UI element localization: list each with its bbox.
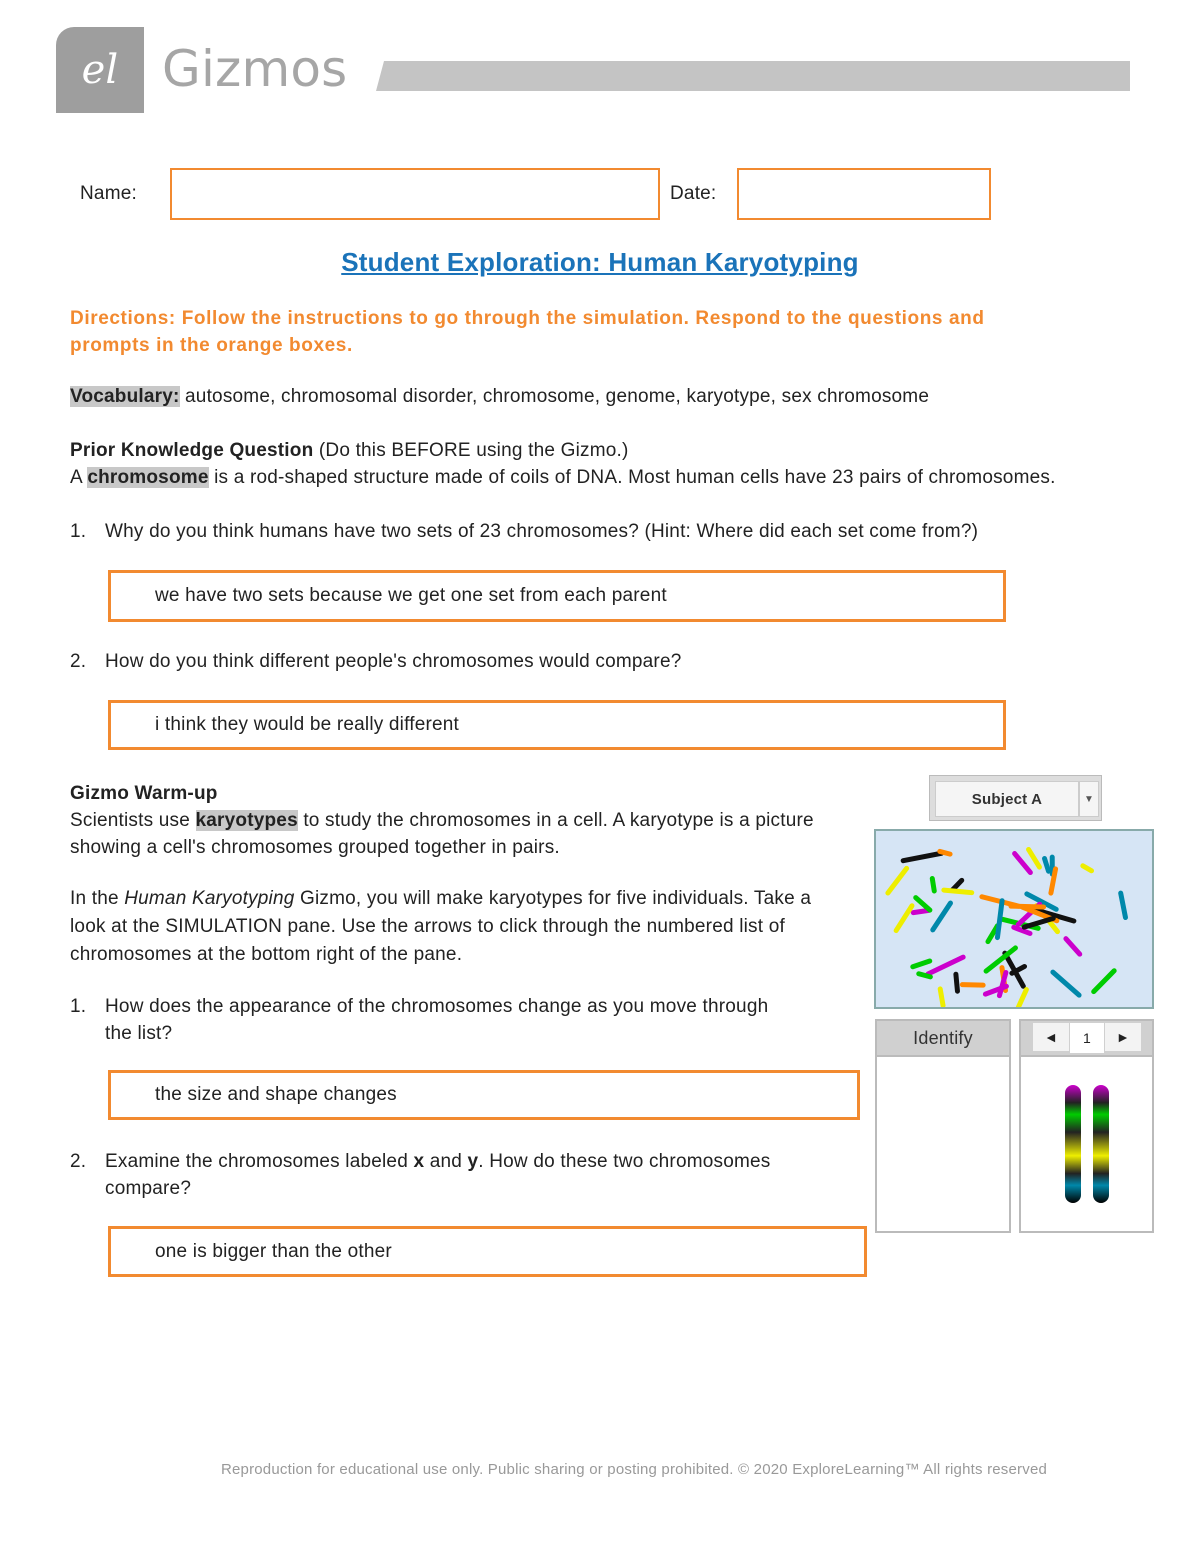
footer-copyright: Reproduction for educational use only. Public sharing or posting prohibited. © 2020 ExploreLearning™ All rights reserved xyxy=(220,1461,1048,1478)
chromosome-mark xyxy=(1121,893,1126,917)
name-field[interactable] xyxy=(170,168,660,220)
prior-title: Prior Knowledge Question xyxy=(70,440,314,461)
identify-header: Identify xyxy=(877,1021,1009,1057)
question-number: 2. xyxy=(70,651,87,672)
text: is a rod-shaped structure made of coils of DNA. Most human cells have 23 pairs of chromosomes. xyxy=(208,467,1056,488)
chromosome-mark xyxy=(919,974,931,977)
text: to study the chromosomes in a cell. A karyotype is a picture showing a cell's chromosomes grouped together in pairs. xyxy=(70,810,814,858)
vocabulary-label: Vocabulary: xyxy=(70,386,180,407)
text: Scientists use xyxy=(70,810,196,831)
answer-box-3[interactable]: the size and shape changes xyxy=(108,1070,860,1120)
chromosome-viewer xyxy=(1019,1019,1154,1233)
chromosome-mark xyxy=(1066,939,1080,954)
answer-box-1[interactable]: we have two sets because we get one set from each parent xyxy=(108,570,1006,622)
chromosome-mark xyxy=(928,957,963,974)
chromosome-mark xyxy=(933,903,951,930)
chevron-down-icon[interactable]: ▼ xyxy=(1079,781,1099,817)
text: . How do these two chromosomes compare? xyxy=(105,1151,771,1199)
chromosome-mark xyxy=(1083,866,1092,871)
question-1 xyxy=(70,521,978,543)
page-title: Student Exploration: Human Karyotyping xyxy=(341,247,859,277)
question-number: 1. xyxy=(70,996,87,1017)
question-text: How do you think different people's chromosomes would compare? xyxy=(105,651,682,672)
header-bar xyxy=(376,61,1130,91)
chromosome-mark xyxy=(916,898,930,911)
chromosome-mark xyxy=(1045,859,1049,872)
chromosome-mark xyxy=(932,878,934,891)
question-number: 1. xyxy=(70,521,87,542)
date-label: Date: xyxy=(670,183,717,204)
prior-intro xyxy=(70,467,1056,489)
vocabulary-terms: autosome, chromosomal disorder, chromosome, genome, karyotype, sex chromosome xyxy=(179,386,930,407)
chromosome-mark xyxy=(888,868,907,893)
warmup-question-2 xyxy=(70,1148,860,1202)
subject-dropdown[interactable] xyxy=(929,775,1102,821)
text: and xyxy=(424,1151,468,1172)
chromosome-pair-image xyxy=(1021,1057,1152,1233)
vocabulary xyxy=(70,386,929,408)
prior-heading xyxy=(70,440,629,462)
chromosome-mark xyxy=(1029,849,1040,867)
gizmo-name: Human Karyotyping xyxy=(124,888,295,909)
text: Gizmo, you will make karyotypes for five individuals. Take a look at the SIMULATION pane. Use the arrows to click through the numbered list of chromosomes at the bottom right of the pane. xyxy=(70,888,812,965)
warmup-question-1 xyxy=(70,993,790,1047)
question-text: Why do you think humans have two sets of 23 chromosomes? (Hint: Where did each set come from?) xyxy=(105,521,979,542)
term-chromosome: chromosome xyxy=(87,467,209,488)
chromosome-mark xyxy=(956,974,958,991)
prev-arrow-button[interactable]: ◄ xyxy=(1033,1023,1069,1051)
answer-box-4[interactable]: one is bigger than the other xyxy=(108,1226,867,1277)
label-x: x xyxy=(413,1151,425,1172)
answer-box-2[interactable]: i think they would be really different xyxy=(108,700,1006,750)
chromosome-mark xyxy=(940,851,950,854)
question-number: 2. xyxy=(70,1151,87,1172)
question-text: How does the appearance of the chromosomes change as you move through the list? xyxy=(105,996,769,1044)
date-field[interactable] xyxy=(737,168,991,220)
text: In the xyxy=(70,888,125,909)
chromosome-mark xyxy=(997,901,1002,938)
prior-note: (Do this BEFORE using the Gizmo.) xyxy=(313,440,629,461)
chromosome-mark xyxy=(903,853,941,860)
explorelearning-logo xyxy=(56,27,144,113)
subject-value: Subject A xyxy=(935,781,1079,817)
warmup-paragraph xyxy=(70,885,840,969)
chromosome-mark xyxy=(1015,854,1031,873)
next-arrow-button[interactable]: ► xyxy=(1105,1023,1141,1051)
name-label: Name: xyxy=(80,183,137,204)
question-2 xyxy=(70,651,681,673)
chromosome-mark xyxy=(896,906,912,931)
chromosome-mark xyxy=(1053,972,1079,995)
logo-mark: el xyxy=(81,47,119,93)
directions: Directions: Follow the instructions to go through the simulation. Respond to the questions and prompts in the orange boxes. xyxy=(70,308,985,356)
warmup-intro xyxy=(70,780,840,861)
chromosome-number[interactable]: 1 xyxy=(1070,1023,1104,1053)
warmup-heading: Gizmo Warm-up xyxy=(70,783,218,804)
text: Examine the chromosomes labeled xyxy=(105,1151,414,1172)
chromosome-mark xyxy=(913,910,929,912)
chromosome-spread-image xyxy=(874,829,1154,1009)
chromosome-mark xyxy=(944,890,972,893)
term-karyotypes: karyotypes xyxy=(195,810,298,831)
chromosome-mark xyxy=(1012,990,1026,1007)
label-y: y xyxy=(467,1151,479,1172)
gizmos-brand: Gizmos xyxy=(162,40,348,98)
chromosome-mark xyxy=(1094,971,1114,992)
chromosome-mark xyxy=(940,989,943,1006)
identify-panel xyxy=(875,1019,1011,1233)
text: A xyxy=(70,467,88,488)
chromosome-mark xyxy=(913,961,930,967)
